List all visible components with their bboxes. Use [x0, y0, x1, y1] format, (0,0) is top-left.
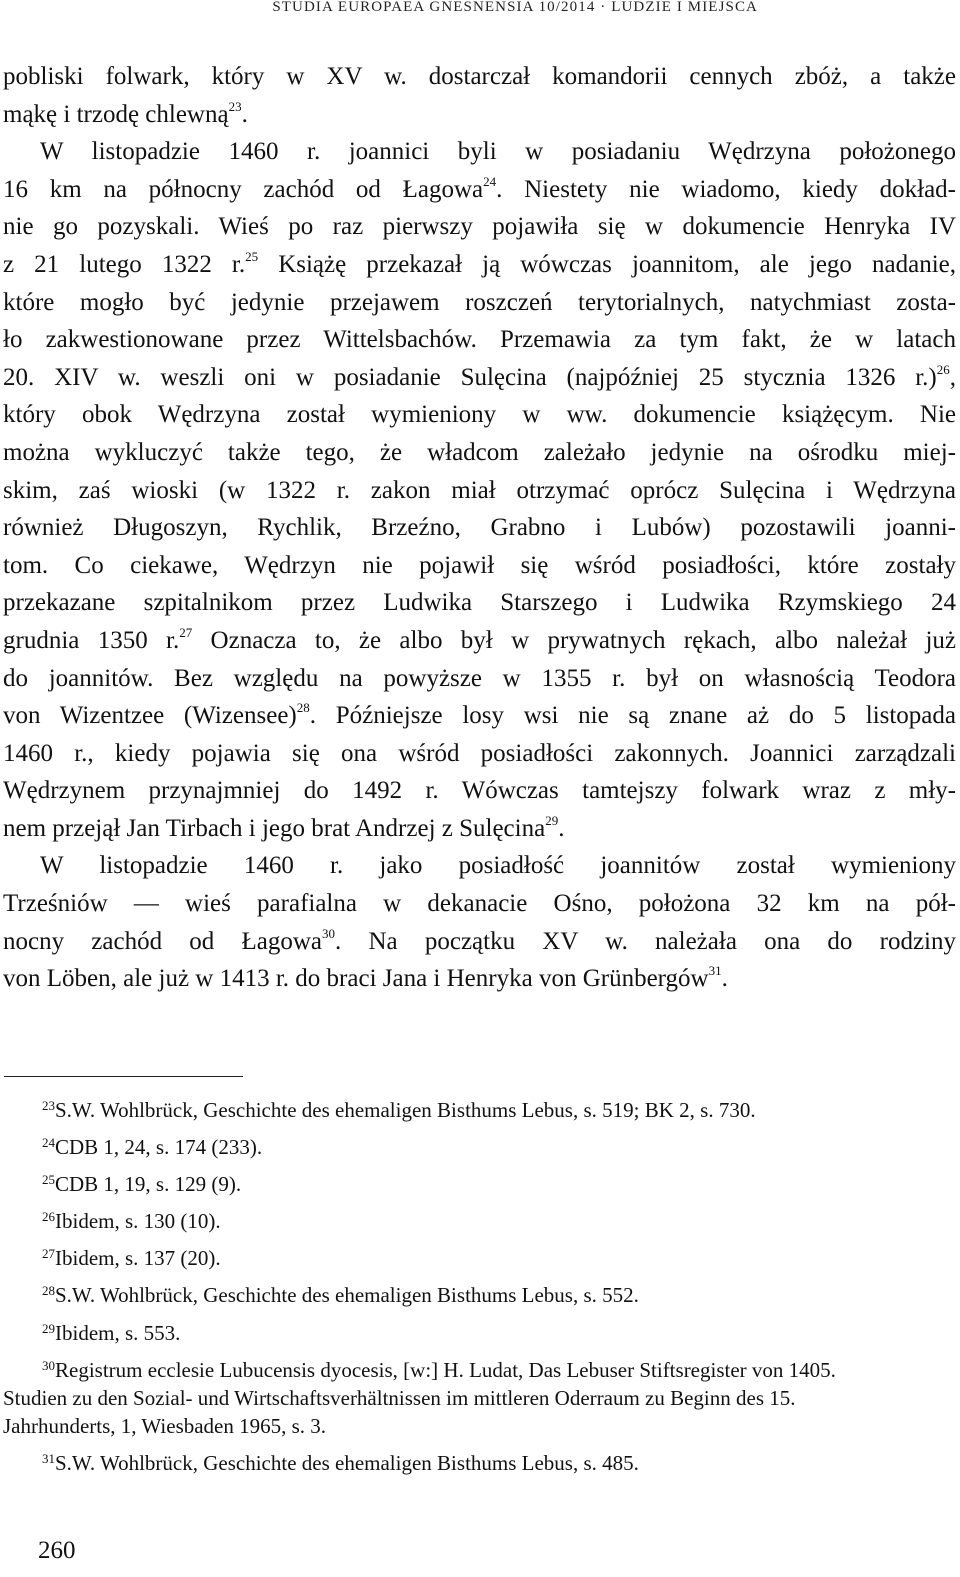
footnote-ref[interactable]: 25 — [245, 248, 259, 264]
footnote-text: S.W. Wohlbrück, Geschichte des ehemaligen Bisthums Lebus, s. 552. — [55, 1283, 639, 1308]
footnote-text: S.W. Wohlbrück, Geschichte des ehemaligen Bisthums Lebus, s. 519; BK 2, s. 730. — [55, 1098, 756, 1122]
footnote-text: Ibidem, s. 130 (10). — [55, 1209, 221, 1234]
text-line: mąkę i trzodę chlewną$^{23}$. — [3, 98, 248, 128]
footnote: 26Ibidem, s. 130 (10). — [42, 1209, 221, 1234]
text-line: nie go pozyskali. Wieś po raz pierwszy pojawiła się w dokumencie Henryka IV — [3, 213, 956, 241]
text-line: Trześniów — wieś parafialna w dekanacie Ośno, położona 32 km na pół- — [3, 890, 956, 918]
text-line: przekazane szpitalnikom przez Ludwika Starszego i Ludwika Rzymskiego 24 — [3, 589, 956, 617]
footnote-text: Registrum ecclesie Lubucensis dyocesis, [w:] H. Ludat, Das Lebuser Stiftsregister von 1405. — [55, 1357, 836, 1382]
footnote-ref[interactable]: 28 — [296, 700, 310, 716]
footnote-ref[interactable]: 23 — [228, 98, 242, 114]
footnote-ref[interactable]: 26 — [936, 361, 950, 377]
text-line: 1460 r., kiedy pojawia się ona wśród posiadłości zakonnych. Joannici zarządzali — [3, 739, 956, 767]
text-line: von Wizentzee (Wizensee)$^{28}$. Późniejsze losy wsi nie są znane aż do 5 listopada — [3, 700, 957, 730]
footnote: 27Ibidem, s. 137 (20). — [42, 1246, 221, 1271]
paragraph-1 — [3, 58, 956, 133]
footnote-text: Ibidem, s. 137 (20). — [55, 1246, 221, 1271]
footnote-text: Studien zu den Sozial- und Wirtschaftsverhältnissen im mittleren Oderraum zu Beginn des 15. — [3, 1385, 796, 1410]
footnote: 30Registrum ecclesie Lubucensis dyocesis, [w:] H. Ludat, Das Lebuser Stiftsregister von 1405. Studien zu den Sozial- und Wirtschaftsverhältnissen im mittleren Oderraum zu Beginn des 15. Jahrhunderts, 1, Wiesbaden 1965, s. 3. — [3, 1357, 836, 1438]
footnote-text: CDB 1, 19, s. 129 (9). — [55, 1172, 242, 1197]
footnote-ref[interactable]: 29 — [545, 812, 559, 828]
footnote-ref[interactable]: 27 — [179, 624, 193, 640]
paragraph-2 — [3, 133, 956, 847]
footnote: 25CDB 1, 19, s. 129 (9). — [42, 1172, 242, 1197]
footnote: 23S.W. Wohlbrück, Geschichte des ehemaligen Bisthums Lebus, s. 519; BK 2, s. 730. — [42, 1098, 756, 1122]
running-header — [0, 0, 960, 22]
text-line: nocny zachód od Łagowa$^{30}$. Na początku XV w. należała ona do rodziny — [3, 925, 956, 955]
running-head-text: STUDIA EUROPAEA GNESNENSIA 10/2014 · LUDZIE I MIEJSCA — [272, 0, 758, 15]
footnote-ref[interactable]: 24 — [483, 173, 497, 189]
text-line: W listopadzie 1460 r. jako posiadłość joannitów został wymieniony — [40, 852, 956, 880]
text-line: tom. Co ciekawe, Wędrzyn nie pojawił się wśród posiadłości, które zostały — [3, 551, 956, 579]
footnote: 24CDB 1, 24, s. 174 (233). — [42, 1135, 263, 1160]
text-line: który obok Wędrzyna został wymieniony w ww. dokumencie książęcym. Nie — [3, 401, 956, 429]
footnote-separator — [4, 1076, 243, 1077]
text-line: można wykluczyć także tego, że władcom zależało jedynie na ośrodku miej- — [3, 438, 956, 466]
footnote-ref[interactable]: 31 — [708, 963, 722, 979]
text-line: które mogło być jedynie przejawem roszczeń terytorialnych, natychmiast zosta- — [3, 288, 956, 316]
text-line: skim, zaś wioski (w 1322 r. zakon miał otrzymać oprócz Sulęcina i Wędrzyna — [3, 476, 956, 504]
footnote-text: CDB 1, 24, s. 174 (233). — [55, 1135, 263, 1160]
text-line: pobliski folwark, który w XV w. dostarczał komandorii cennych zbóż, a także — [3, 63, 956, 90]
footnote-text: Ibidem, s. 553. — [55, 1320, 181, 1345]
main-text — [3, 58, 956, 998]
footnote: 31S.W. Wohlbrück, Geschichte des ehemaligen Bisthums Lebus, s. 485. — [42, 1450, 639, 1475]
text-line: 16 km na północny zachód od Łagowa$^{24}$. Niestety nie wiadomo, kiedy dokład- — [3, 173, 957, 203]
footnotes — [3, 1096, 956, 1486]
text-line: ło zakwestionowane przez Wittelsbachów. Przemawia za tym fakt, że w latach — [3, 326, 956, 354]
footnote-ref[interactable]: 30 — [322, 925, 336, 941]
text-line: Wędrzynem przynajmniej do 1492 r. Wówczas tamtejszy folwark wraz z mły- — [3, 777, 956, 805]
footnote-text: Jahrhunderts, 1, Wiesbaden 1965, s. 3. — [3, 1413, 327, 1438]
footnote-text: S.W. Wohlbrück, Geschichte des ehemaligen Bisthums Lebus, s. 485. — [55, 1450, 639, 1475]
text-line: również Długoszyn, Rychlik, Brzeźno, Grabno i Lubów) pozostawili joanni- — [3, 514, 956, 542]
text-line: W listopadzie 1460 r. joannici byli w posiadaniu Wędrzyna położonego — [40, 138, 956, 166]
text-line: nem przejął Jan Tirbach i jego brat Andrzej z Sulęcina$^{29}$. — [3, 812, 565, 842]
text-line: von Löben, ale już w 1413 r. do braci Jana i Henryka von Grünbergów$^{31}$. — [3, 963, 728, 993]
paragraph-3 — [3, 847, 956, 997]
text-line: z 21 lutego 1322 r.$^{25}$ Książę przekazał ją wówczas joannitom, ale jego nadanie, — [3, 248, 956, 278]
page-number: 260 — [38, 1537, 76, 1564]
footnote: 28S.W. Wohlbrück, Geschichte des ehemaligen Bisthums Lebus, s. 552. — [42, 1283, 639, 1308]
text-line: do joannitów. Bez względu na powyższe w 1355 r. był on własnością Teodora — [3, 664, 956, 692]
text-line: grudnia 1350 r.$^{27}$ Oznacza to, że albo był w prywatnych rękach, albo należał już — [3, 624, 956, 654]
text-line: 20. XIV w. weszli oni w posiadanie Sulęcina (najpóźniej 25 stycznia 1326 r.)$^{26}$, — [3, 361, 956, 391]
footnote: 29Ibidem, s. 553. — [42, 1320, 181, 1345]
